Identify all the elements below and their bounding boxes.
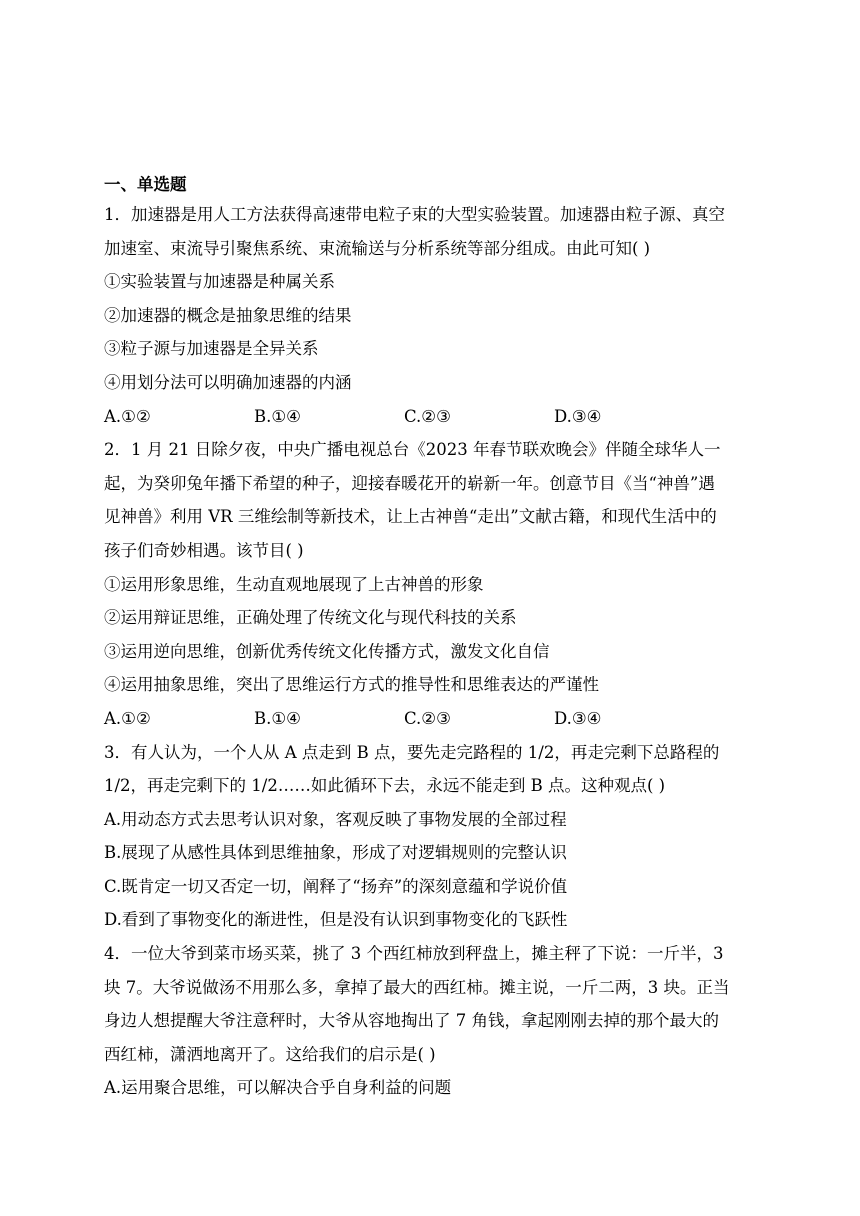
question-stem-line: 4．一位大爷到菜市场买菜，挑了 3 个西红柿放到秤盘上，摊主秤了下说：一斤半，3: [104, 944, 724, 964]
statement-item: ②加速器的概念是抽象思维的结果: [104, 305, 352, 325]
statement-item: ②运用辩证思维，正确处理了传统文化与现代科技的关系: [104, 608, 517, 628]
question-stem-line: 起，为癸卯兔年播下希望的种子，迎接春暖花开的崭新一年。创意节目《当“神兽”遇: [104, 473, 715, 493]
question-1: [104, 198, 764, 433]
option-d[interactable]: D.看到了事物变化的渐进性，但是没有认识到事物变化的飞跃性: [104, 910, 568, 930]
page-content: [104, 172, 764, 1105]
statement-item: ④用划分法可以明确加速器的内涵: [104, 372, 352, 392]
question-stem-line: 身边人想提醒大爷注意秤时，大爷从容地掏出了 7 角钱，拿起刚刚去掉的那个最大的: [104, 1011, 719, 1031]
question-3: [104, 736, 764, 938]
answer-options: [104, 702, 764, 736]
answer-options: [104, 400, 764, 434]
question-stem-line: 见神兽》利用 VR 三维绘制等新技术，让上古神兽“走出”文献古籍，和现代生活中的: [104, 507, 717, 527]
statement-item: ①实验装置与加速器是种属关系: [104, 272, 335, 292]
question-stem-line: 1/2，再走完剩下的 1/2……如此循环下去，永远不能走到 B 点。这种观点( ): [104, 776, 666, 796]
option-c[interactable]: C.②③: [404, 406, 451, 426]
statement-item: ③粒子源与加速器是全异关系: [104, 339, 319, 359]
question-stem-line: 西红柿，潇洒地离开了。这给我们的启示是( ): [104, 1044, 436, 1064]
section-title: 一、单选题: [104, 175, 187, 194]
statement-item: ④运用抽象思维，突出了思维运行方式的推导性和思维表达的严谨性: [104, 675, 599, 695]
question-stem-line: 3．有人认为，一个人从 A 点走到 B 点，要先走完路程的 1/2，再走完剩下总路程的: [104, 742, 720, 762]
question-stem-line: 1．加速器是用人工方法获得高速带电粒子束的大型实验装置。加速器由粒子源、真空: [104, 205, 725, 224]
question-stem-line: 2．1 月 21 日除夕夜，中央广播电视总台《2023 年春节联欢晚会》伴随全球华人一: [104, 440, 721, 460]
option-a[interactable]: A.运用聚合思维，可以解决合乎自身利益的问题: [104, 1078, 452, 1098]
question-4: [104, 937, 764, 1105]
question-stem-line: 块 7。大爷说做汤不用那么多，拿掉了最大的西红柿。摊主说，一斤二两，3 块。正当: [104, 977, 730, 997]
question-stem-line: 加速室、束流导引聚焦系统、束流输送与分析系统等部分组成。由此可知( ): [104, 238, 651, 258]
option-d[interactable]: D.③④: [554, 406, 602, 426]
option-b[interactable]: B.①④: [254, 708, 301, 728]
option-c[interactable]: C.既肯定一切又否定一切，阐释了“扬弃”的深刻意蕴和学说价值: [104, 876, 568, 896]
question-2: [104, 433, 764, 735]
statement-item: ③运用逆向思维，创新优秀传统文化传播方式，激发文化自信: [104, 641, 550, 661]
option-a[interactable]: A.①②: [104, 708, 151, 728]
option-a[interactable]: A.用动态方式去思考认识对象，客观反映了事物发展的全部过程: [104, 809, 567, 829]
option-c[interactable]: C.②③: [404, 708, 451, 728]
statement-item: ①运用形象思维，生动直观地展现了上古神兽的形象: [104, 574, 484, 594]
option-b[interactable]: B.展现了从感性具体到思维抽象，形成了对逻辑规则的完整认识: [104, 843, 567, 863]
question-stem-line: 孩子们奇妙相遇。该节目( ): [104, 540, 304, 560]
option-a[interactable]: A.①②: [104, 406, 151, 426]
option-b[interactable]: B.①④: [254, 406, 301, 426]
option-d[interactable]: D.③④: [554, 708, 602, 728]
